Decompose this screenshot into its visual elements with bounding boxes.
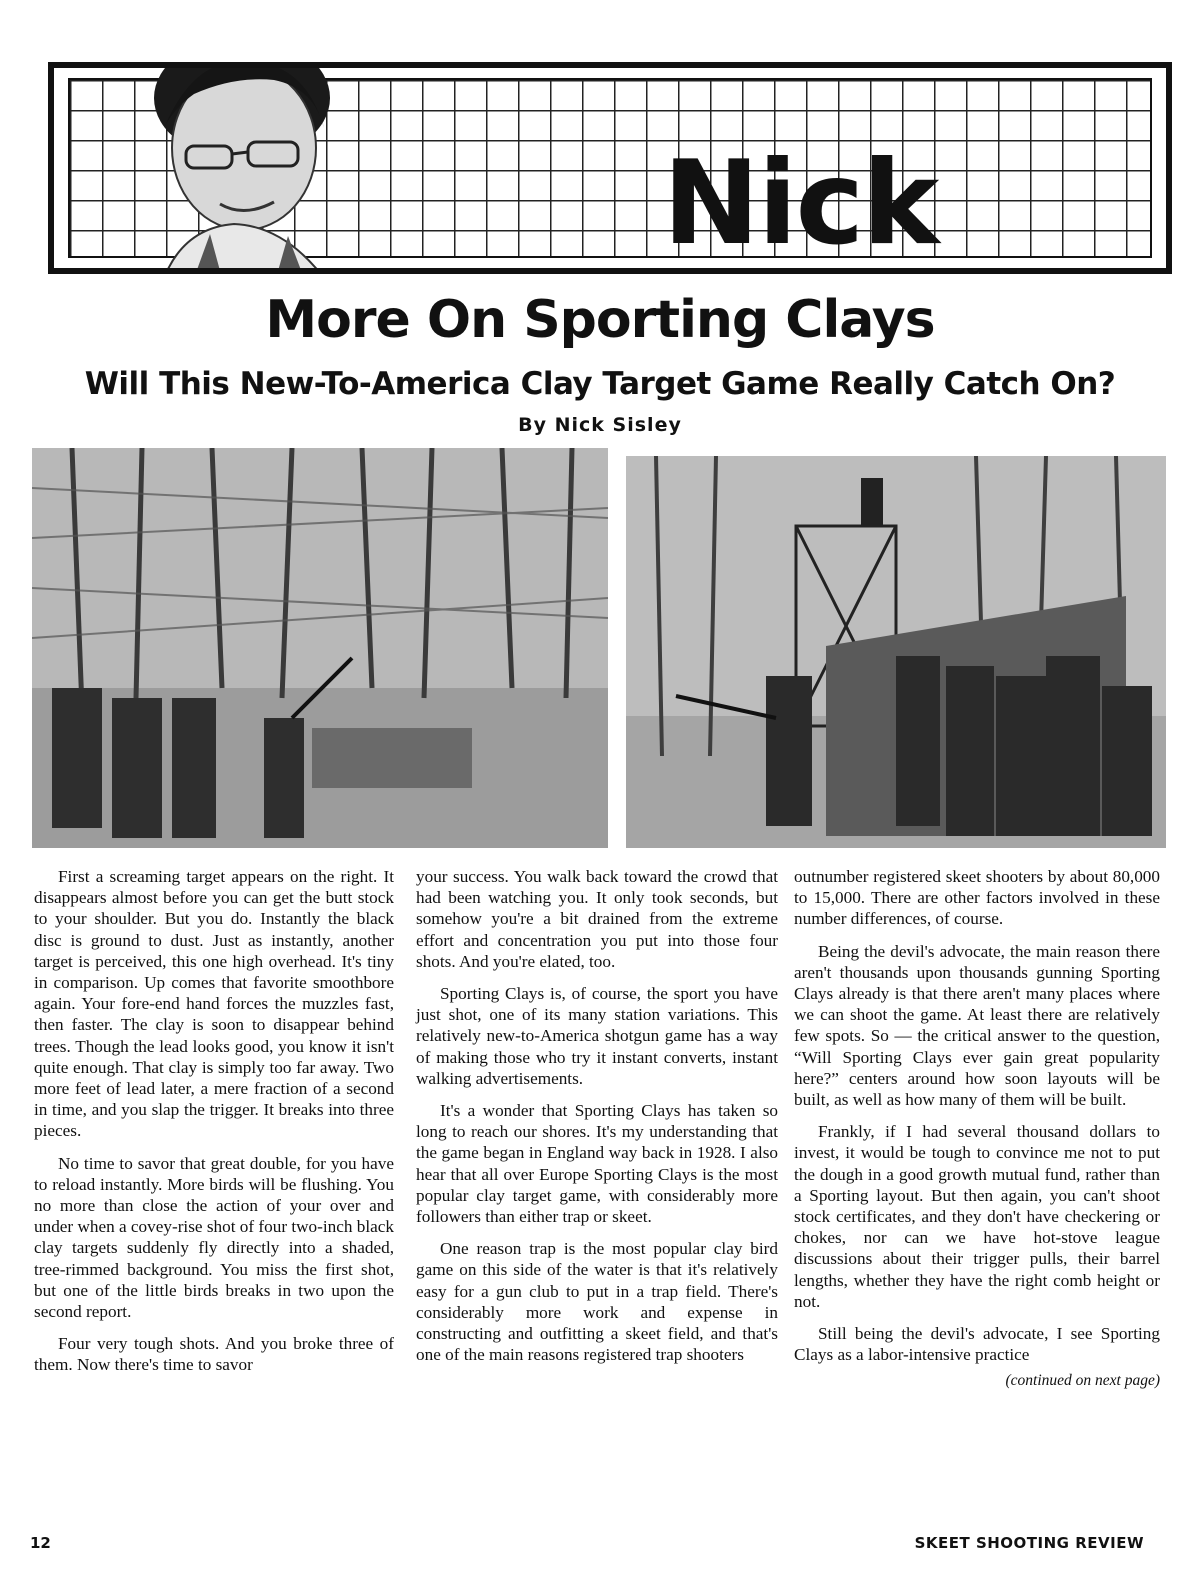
article-column-3	[794, 866, 1160, 1392]
paragraph: First a screaming target appears on the right. It disappears almost before you can get the butt stock to your shoulder. But you do. Instantly the black disc is ground to dust. Just as instantly, another target is perceived, this one high overhead. It's tiny in comparison. Up comes that favorite smoothbore again. Your fore-end hand forces the muzzles fast, then faster. The clay is soon to disappear behind trees. Though the lead looks good, you know it isn't quite enough. That clay is simply too far away. Two more feet of lead later, a mere fraction of a second in time, and you slap the trigger. It breaks into three pieces.	[34, 867, 394, 1141]
headline: More On Sporting Clays	[265, 290, 935, 350]
paragraph: One reason trap is the most popular clay bird game on this side of the water is that it's relatively easy for a gun club to put in a trap field. There's considerably more work and expense in constructing and outfitting a skeet field, and that's one of the main reasons registered trap shooters	[416, 1239, 778, 1365]
paragraph: your success. You walk back toward the crowd that had been watching you. It only took seconds, but somehow you're a bit drained from the extreme effort and concentration you put into those four shots. And you're elated, too.	[416, 867, 778, 971]
continued-note: (continued on next page)	[1005, 1372, 1160, 1390]
page-number: 12	[30, 1534, 51, 1552]
article-column-1	[34, 866, 394, 1387]
photo-shooter-in-woods	[32, 448, 608, 848]
paragraph: It's a wonder that Sporting Clays has taken so long to reach our shores. It's my understanding that the game began in England way back in 1928. I also hear that all over Europe Sporting Clays is the most popular clay target game, with considerably more followers than either trap or skeet.	[416, 1101, 778, 1227]
article-column-2	[416, 866, 778, 1376]
banner-name: Nick	[662, 136, 938, 271]
paragraph: Frankly, if I had several thousand dollars to invest, it would be tough to convince me not to put the dough in a good growth mutual fund, rather than a Sporting layout. But then again, you can't shoot stock certificates, and they don't have checkering or chokes, nor can we have hot-stove league discussions about their trigger pulls, their barrel lengths, whether they have the right comb height or not.	[794, 1122, 1160, 1311]
paragraph: Sporting Clays is, of course, the sport you have just shot, one of its many station variations. This relatively new-to-America shotgun game has a way of making those who try it instant converts, instant walking advertisements.	[416, 984, 778, 1088]
header-banner	[48, 62, 1172, 274]
magazine-name: SKEET SHOOTING REVIEW	[914, 1534, 1144, 1552]
paragraph: Four very tough shots. And you broke three of them. Now there's time to savor	[34, 1334, 394, 1375]
paragraph: Being the devil's advocate, the main reason there aren't thousands upon thousands gunning Sporting Clays already is that there aren't many places where we can shoot the game. At least there are relatively few spots. So — the critical answer to the question, “Will Sporting Clays ever gain great popularity here?” centers around how soon layouts will be built, as well as how many of them will be built.	[794, 941, 1160, 1110]
author-portrait	[124, 62, 364, 274]
paragraph: No time to savor that great double, for you have to reload instantly. More birds will be flushing. You no more than close the action of your over and under when a covey-rise shot of four two-inch black clay targets suddenly fly directly into a shaded, tree-rimmed background. You miss the first shot, but one of the little birds breaks in two upon the second report.	[34, 1153, 394, 1322]
subheadline: Will This New-To-America Clay Target Game Really Catch On?	[84, 366, 1116, 402]
paragraph: outnumber registered skeet shooters by about 80,000 to 15,000. There are other factors involved in these number differences, of course.	[794, 867, 1160, 929]
paragraph: Still being the devil's advocate, I see Sporting Clays as a labor-intensive practice	[794, 1324, 1160, 1365]
byline: By Nick Sisley	[518, 414, 682, 436]
photo-tower-and-group	[626, 456, 1166, 848]
